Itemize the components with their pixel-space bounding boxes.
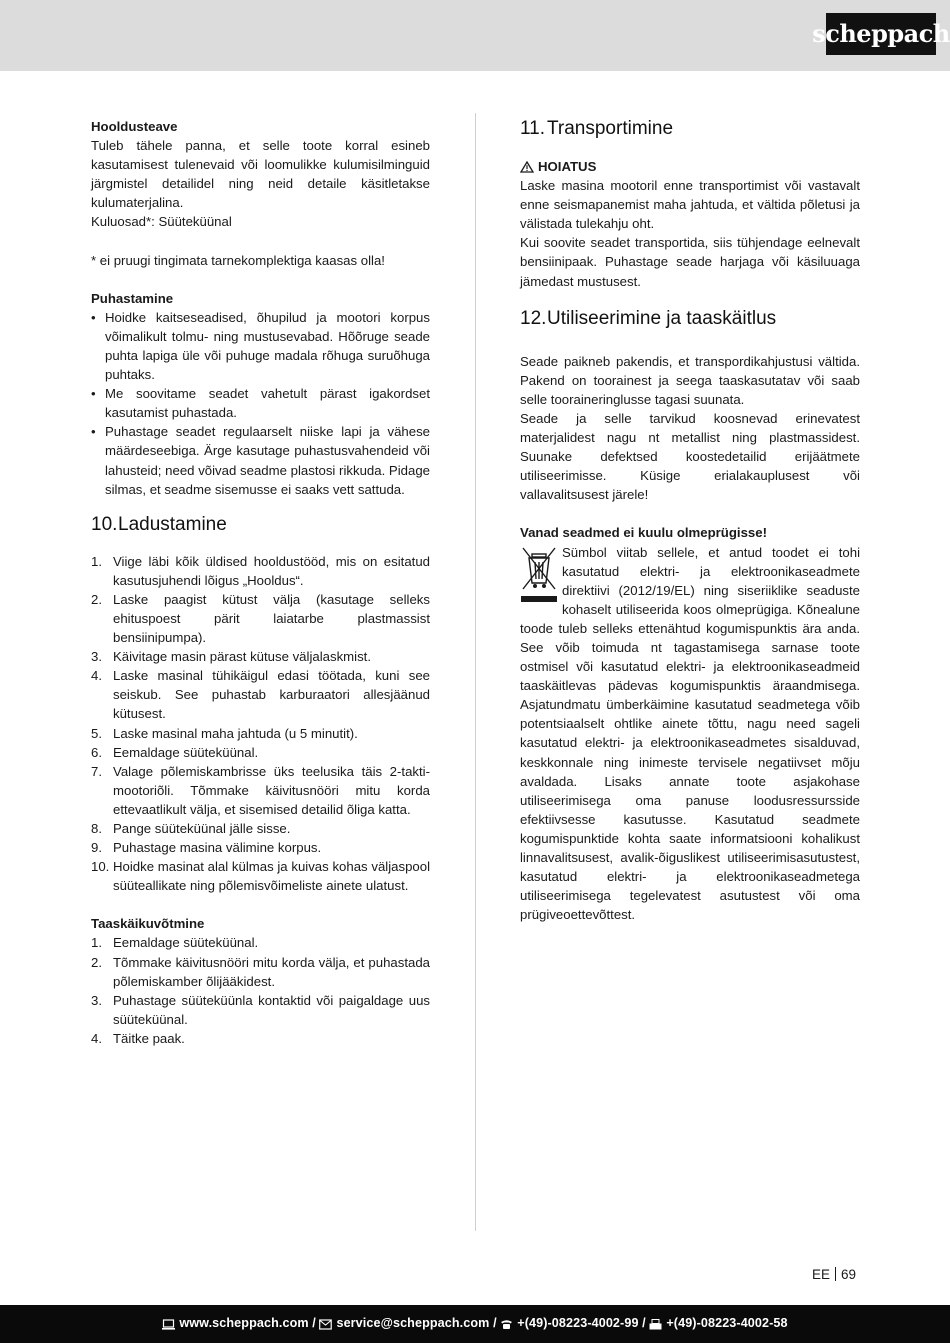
list-item	[91, 724, 430, 743]
list-item	[91, 1029, 430, 1048]
warning-label: HOIATUS	[538, 159, 597, 174]
section-11-heading	[520, 117, 860, 141]
list-number: 2.	[91, 954, 102, 970]
list-number: 1.	[91, 553, 102, 569]
list-number: 5.	[91, 725, 102, 741]
list-number: 3.	[91, 992, 102, 1008]
list-text: Viige läbi kõik üldised hooldustööd, mis on esitatud kasutusjuhendi lõigus „Hooldus“.	[113, 553, 430, 588]
section-10-heading	[91, 513, 430, 537]
list-item: • Hoidke kaitseseadised, õhupilud ja mootori korpus võimalikult tolmu- ning mustusevabad. Hõõruge seade puhta lapiga üle või puhuge madala rõhuga suruõhuga puhtaks.	[91, 308, 430, 384]
weee-block	[520, 543, 860, 925]
email-link[interactable]: service@scheppach.com	[336, 1316, 490, 1331]
computer-icon	[162, 1319, 175, 1330]
list-item: • Me soovitame seadet vahetult pärast igakordset kasutamist puhastada.	[91, 384, 430, 422]
transport-paragraph: Kui soovite seadet transportida, siis tühjendage eelnevalt bensiinipaak. Puhastage seade harjaga või käsiluuaga jämedast mustusest.	[520, 235, 860, 289]
list-number: 4.	[91, 668, 102, 684]
recommissioning-list	[91, 933, 430, 1048]
recommissioning-title: Taaskäikuvõtmine	[91, 916, 205, 932]
column-divider	[475, 113, 476, 1231]
disposal-paragraph: Seade paikneb pakendis, et transpordikahjustusi vältida. Pakend on toorainest ja seega taaskasutatav või saab selle tooraineringlusse tagasi suunata.	[520, 353, 860, 407]
left-column	[91, 117, 430, 1048]
list-item	[91, 933, 430, 952]
footer-bar	[0, 1305, 950, 1343]
list-item	[91, 762, 430, 819]
list-text: Eemaldage süüteküünal.	[113, 935, 259, 951]
mail-icon	[319, 1319, 332, 1330]
list-text: Valage põlemiskambrisse üks teelusika täis 2-takti-mootoriõli. Tõmmake käivitusnööri mitu korda ettevaatlikult välja, et sisemised detailid õliga katta.	[113, 763, 430, 817]
list-text: Täitke paak.	[113, 1030, 185, 1046]
list-number: 6.	[91, 744, 102, 760]
delivery-note: * ei pruugi tingimata tarnekomplektiga kaasas olla!	[91, 252, 385, 268]
list-text: Laske paagist kütust välja (kasutage selleks ehituspoest pärit laiatarbe plastmassist bensiinipumpa).	[113, 591, 430, 646]
separator: /	[489, 1316, 501, 1331]
list-item	[91, 991, 430, 1029]
cleaning-list	[91, 308, 430, 499]
warning-icon	[520, 161, 534, 173]
list-number: 2.	[91, 591, 102, 607]
warning-heading	[520, 157, 860, 176]
list-text: Hoidke masinat alal külmas ja kuivas kohas väljaspool süüteallikate ning põlemisvõimeliste ainete ulatust.	[113, 859, 430, 894]
list-number: 3.	[91, 649, 102, 665]
disposal-paragraph: Seade ja selle tarvikud koosnevad erinevatest materjalidest nagu nt metallist ning plastmassidest. Suunake defektsed koostedetailid erijäätmete utiliseerimisse. Küsige erialakauplusest või vallavalitsusest järele!	[520, 410, 860, 503]
weee-title: Vanad seadmed ei kuulu olmeprügisse!	[520, 525, 767, 541]
phone-icon	[500, 1319, 513, 1330]
list-item: • Puhastage seadet regulaarselt niiske lapi ja vähese määrdeseebiga. Ärge kasutage puhastusvahendeid või lahusteid; need võivad seadme plastosi rikkuda. Pidage silmas, et seadme sisemusse ei saaks vett sattuda.	[91, 422, 430, 498]
list-number: 9.	[91, 840, 102, 856]
crossed-bin-icon	[520, 545, 558, 605]
maintenance-info-body: Tuleb tähele panna, et selle toote korral esineb kasutamisest tulenevaid või loomulikke kulumisilminguid järgmistel detailidel ning neid detaile käsitletakse kulumaterjalina.	[91, 138, 430, 211]
list-item	[91, 838, 430, 857]
list-item	[91, 819, 430, 838]
section-number: 12.	[520, 307, 547, 329]
header-band	[0, 0, 950, 71]
maintenance-info-title: Hooldusteave	[91, 119, 178, 134]
list-number: 10.	[91, 859, 110, 875]
phone-number: +(49)-08223-4002-99	[517, 1316, 639, 1331]
list-item	[91, 857, 430, 895]
list-item	[91, 590, 430, 647]
page-number	[812, 1265, 856, 1284]
wear-parts: Kuluosad*: Süüteküünal	[91, 214, 232, 230]
list-text: Puhastage süüteküünla kontaktid või paigaldage uus süüteküünal.	[113, 992, 430, 1027]
scheppach-logo	[812, 13, 950, 55]
list-number: 4.	[91, 1030, 102, 1046]
logo-text: scheppach	[812, 19, 950, 49]
list-text: Laske masinal maha jahtuda (u 5 minutit).	[113, 725, 358, 741]
cleaning-title: Puhastamine	[91, 290, 174, 306]
language-code: EE	[812, 1267, 831, 1282]
storage-list	[91, 552, 430, 896]
list-text: Puhastage masina välimine korpus.	[113, 840, 322, 856]
section-title: Utiliseerimine ja taaskäitlus	[547, 307, 777, 329]
list-text: Pange süüteküünal jälle sisse.	[113, 821, 291, 836]
list-text: Laske masinal tühikäigul edasi töötada, kuni see seiskub. See puhastab karburaatori allesjäänud kütusest.	[113, 668, 430, 722]
list-text: Eemaldage süüteküünal.	[113, 744, 259, 760]
list-number: 7.	[91, 763, 102, 779]
right-column	[520, 117, 860, 924]
separator: /	[308, 1316, 320, 1331]
fax-number: +(49)-08223-4002-58	[666, 1316, 788, 1331]
weee-text: Sümbol viitab sellele, et antud toodet ei tohi kasutatud elektri- ja elektroonikaseadmete direktiivi (2012/19/EL) ning siseriiklike seaduste kohaselt utiliseerida koos olmeprügiga. Kõnealune toode tuleb selleks ettenähtud kogumispunktis ära anda. See võib toimuda nt tagastamisega sarnase toote ostmisel või kasutatud elektri- ja elektroonikaseadmeid taaskäitlevas pädevas kogumispunktis äraandmisega. Asjatundmatu ümberkäimine kasutatud seadmetega võib potentsiaalselt ohtlike ainete tõttu, nagu need sageli kasutatud elektri- ja elektroonikaseadmetes sisalduvad, keskkonnale ning inimeste tervisele negatiivset mõju avaldada. Lisaks annate toote asjakohase utiliseerimisega oma panuse loodusressursside efektiivsesse kasutusse. Kasutatud seadmete kogumispunktide kohta saate informatsiooni kohalikust linnavalitsusest, avalik-õiguslikest utiliseerimisasutustest, kasutatud elektri- ja elektroonikaseadmetega utiliseerimisega tegelevatest asutustest või oma prügiveoettevõttest.	[520, 544, 860, 923]
section-title: Transportimine	[547, 118, 674, 139]
list-number: 1.	[91, 935, 102, 951]
section-number: 10.	[91, 513, 118, 535]
list-text: Käivitage masin pärast kütuse väljalaskmist.	[113, 649, 371, 665]
transport-paragraph: Laske masina mootoril enne transportimist või vastavalt enne seismapanemist maha jahtuda, et vältida põletusi ja välistada tulekahju oht.	[520, 178, 860, 232]
list-number: 8.	[91, 821, 102, 836]
list-item	[91, 953, 430, 991]
section-title: Ladustamine	[118, 513, 227, 535]
section-12-heading	[520, 307, 860, 331]
list-item	[91, 666, 430, 723]
list-item	[91, 647, 430, 666]
list-item	[91, 743, 430, 762]
list-item	[91, 552, 430, 590]
fax-icon	[649, 1319, 662, 1330]
list-text: Tõmmake käivitusnööri mitu korda välja, et puhastada põlemiskamber õlijääkidest.	[113, 954, 430, 989]
section-number: 11.	[520, 118, 546, 139]
website-link[interactable]: www.scheppach.com	[179, 1316, 309, 1331]
separator: /	[638, 1316, 650, 1331]
page-number-value: 69	[841, 1267, 857, 1282]
